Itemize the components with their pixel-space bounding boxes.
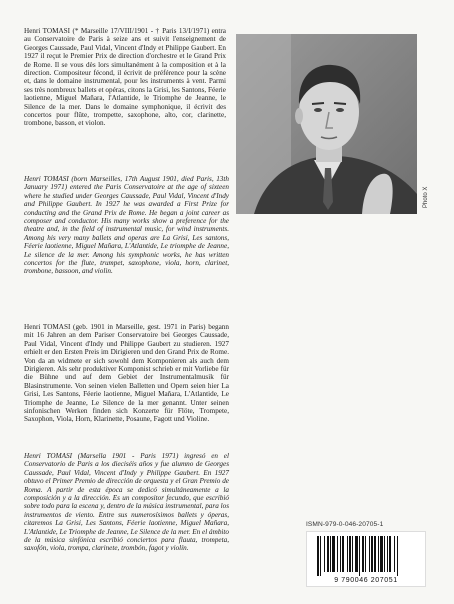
bio-german: Henri TOMASI (geb. 1901 in Marseille, gest. 1971 in Paris) begann mit 16 Jahren an dem Pariser Conservatoire bei Georges Caussade, Paul Vidal, Vincent d'Indy und Philippe Gaubert zu studieren. 1927 erhielt er den Ersten Preis im Dirigieren und den Grand Prix de Rome. Von da an widmete er sich sowohl dem Komponieren als auch dem Dirigieren. Als sehr produktiver Komponist schrieb er mit Vorliebe für die Bühne und auf dem Gebiet der Instrumentalmusik für Blasinstrumente. Von seinen vielen Balletten und Opern seien hier La Grisi, Les Santons, Féerie laotienne, Miguel Mañara, L'Atlantide, Le Triomphe de Jeanne, Le Silence de la mer genannt. Unter seinen sinfonischen Werken finden sich Konzerte für Flöte, Trompete, Saxophon, Viola, Horn, Klarinette, Posaune, Fagott und Violine. (24, 323, 229, 424)
barcode-bar (352, 536, 353, 572)
barcode-bar (397, 536, 398, 576)
barcode-bar (387, 536, 388, 572)
barcode-bar (362, 536, 364, 572)
barcode-bar (371, 536, 373, 572)
barcode-bars (307, 532, 425, 576)
barcode (306, 531, 426, 587)
barcode-bar (327, 536, 329, 572)
barcode-bar (330, 536, 331, 572)
bio-spanish: Henri TOMASI (Marsella 1901 - Paris 1971) ingresó en el Conservatorio de Paris a los dieciséis años y fue alumno de Georges Caussade, Paul Vidal, Vincent d'Indy y Philippe Gaubert. En 1927 obtuvo el Primer Premio de dirección de orquesta y el Gran Premio de Roma. A partir de esta época se dedicó simultáneamente a la composición y a la dirección. Es un compositor fecundo, que escribió sobre todo para la escena y, dentro de la música instrumental, para los instrumentos de viento. Entre sus numerosísimos ballets y óperas, citaremos La Grisi, Les Santons, Féerie laotienne, Miguel Mañara, L'Atlantide, Le Triomphe de Jeanne, Le Silence de la mer. En el ámbito de la música sinfónica escribió conciertos para flauta, trompeta, saxofón, viola, trompa, clarinete, trombón, fagot y violín. (24, 452, 229, 553)
barcode-bar (374, 536, 376, 572)
barcode-bar (324, 536, 325, 572)
barcode-bar (394, 536, 395, 572)
barcode-bar (340, 536, 341, 572)
barcode-bar (337, 536, 338, 572)
barcode-bar (365, 536, 366, 572)
bio-english: Henri TOMASI (born Marseilles, 17th August 1901, died Paris, 13th January 1971) entered the Paris Conservatoire at the age of sixteen where he studied under Georges Caussade, Paul Vidal, Vincent d'Indy and Philippe Gaubert. In 1927 he was awarded a First Prize for conducting and the Grand Prix de Rome. He began a joint career as composer and conductor. His many works show a preference for the theatre and, in the field of instrumental music, for wind instruments. Among his very many ballets and operas are La Grisi, Les santons, Féerie laotienne, Miguel Mañara, L'Atlantide, Le triomphe de Jeanne, Le silence de la mer. Among his symphonic works, he has written concertos for the flute, trumpet, saxophone, viola, horn, clarinet, trombone, bassoon, and violin. (24, 175, 229, 276)
composer-portrait-photo (236, 34, 417, 214)
barcode-bar (378, 536, 379, 572)
barcode-bar (359, 536, 360, 576)
barcode-bar (384, 536, 385, 572)
barcode-bar (389, 536, 391, 572)
isbn-block (306, 521, 426, 587)
barcode-bar (317, 536, 319, 576)
barcode-bar (355, 536, 358, 572)
barcode-bar (320, 536, 321, 576)
barcode-bar (347, 536, 348, 572)
photo-credit: Photo X (423, 186, 429, 208)
bio-french: Henri TOMASI (* Marseille 17/VIII/1901 - † Paris 13/I/1971) entra au Conservatoire de Paris à seize ans et suivit l'enseignement de Georges Caussade, Paul Vidal, Vincent d'Indy et Philippe Gaubert. En 1927 il reçut le Premier Prix de direction d'orchestre et le Grand Prix de Rome. Il se vous dès lors simultanément à la composition et à la direction. Compositeur fécond, il écrivit de préférence pour la scène et, dans le domaine instrumental, pour les instruments à vent. Parmi ses très nombreux ballets et opéras, citons la Grisi, les Santons, Féerie laotienne, Miguel Mañara, l'Atlantide, le Triomphe de Jeanne, le Silence de la mer. Dans le domaine symphonique, il écrivit des concertos pour flûte, trompette, saxophone, alto, cor, clarinette, trombone, basson, et violon. (24, 27, 226, 128)
barcode-bar (342, 536, 344, 572)
portrait-illustration (236, 34, 417, 214)
ismn-number: ISMN-979-0-046-20705-1 (306, 521, 384, 528)
barcode-number: 9 790046 207051 (334, 577, 398, 584)
barcode-bar (380, 536, 383, 572)
barcode-bar (332, 536, 335, 572)
barcode-bar (369, 536, 370, 572)
barcode-bar (349, 536, 351, 572)
